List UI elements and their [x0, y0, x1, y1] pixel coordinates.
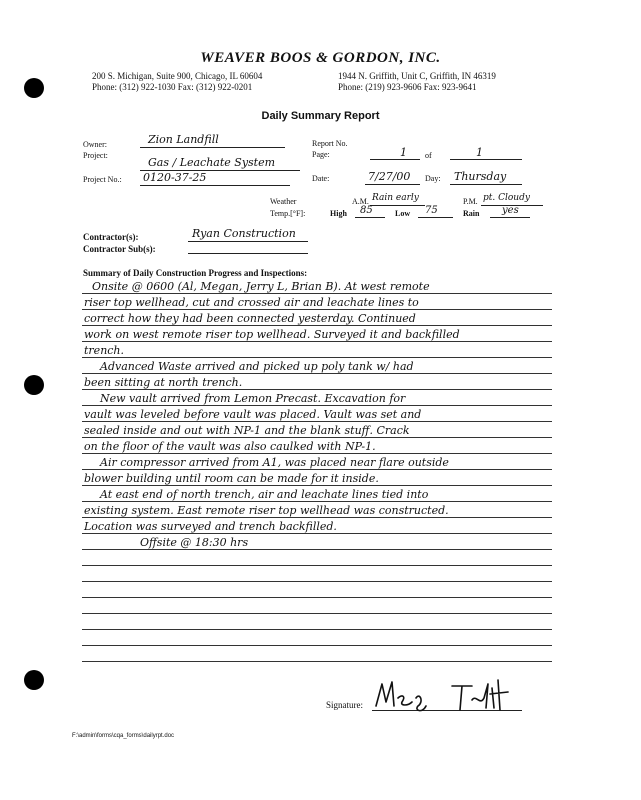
rain-value: yes: [502, 205, 519, 216]
page-label: Page:: [312, 150, 330, 159]
project-value: Gas / Leachate System: [148, 156, 276, 169]
report-no-label: Report No.: [312, 139, 348, 148]
company-name: WEAVER BOOS & GORDON, INC.: [200, 50, 441, 66]
phone-left: Phone: (312) 922-1030 Fax: (312) 922-0201: [92, 82, 253, 92]
summary-line: New vault arrived from Lemon Precast. Excavation for: [100, 392, 406, 405]
phone-right: Phone: (219) 923-9606 Fax: 923-9641: [338, 82, 477, 92]
summary-line: riser top wellhead, cut and crossed air and leachate lines to: [84, 296, 419, 309]
low-value: 75: [425, 205, 438, 216]
punch-hole-middle: [24, 375, 44, 395]
pm-value: pt. Cloudy: [483, 193, 530, 203]
project-no-value: 0120-37-25: [143, 171, 207, 184]
summary-line: Offsite @ 18:30 hrs: [140, 536, 249, 549]
handwritten-signature: [372, 676, 522, 716]
am-value: Rain early: [372, 193, 419, 203]
summary-line: vault was leveled before vault was placed. Vault was set and: [84, 408, 422, 421]
signature-label: Signature:: [326, 700, 363, 710]
page-value: 1: [400, 146, 407, 159]
date-value: 7/27/00: [368, 170, 411, 183]
address-right: 1944 N. Griffith, Unit C, Griffith, IN 46319: [338, 71, 496, 81]
summary-line: Advanced Waste arrived and picked up poly tank w/ had: [100, 360, 414, 373]
subcontractor-label: Contractor Sub(s):: [83, 244, 156, 254]
summary-line: work on west remote riser top wellhead. Surveyed it and backfilled: [84, 328, 460, 341]
am-label: A.M.: [352, 197, 369, 206]
of-value: 1: [476, 146, 483, 159]
summary-line: At east end of north trench, air and leachate lines tied into: [100, 488, 429, 501]
of-label: of: [425, 151, 432, 160]
pm-label: P.M.: [463, 197, 478, 206]
summary-heading: Summary of Daily Construction Progress and Inspections:: [83, 268, 308, 278]
punch-hole-bottom: [24, 670, 44, 690]
summary-line: Air compressor arrived from A1, was placed near flare outside: [100, 456, 449, 469]
high-value: 85: [360, 205, 373, 216]
weather-label: Weather: [270, 197, 297, 206]
rain-label: Rain: [463, 209, 480, 218]
address-left: 200 S. Michigan, Suite 900, Chicago, IL 60604: [92, 71, 263, 81]
punch-hole-top: [24, 78, 44, 98]
day-value: Thursday: [454, 170, 507, 183]
contractor-label: Contractor(s):: [83, 232, 139, 242]
day-label: Day:: [425, 174, 441, 183]
summary-line: on the floor of the vault was also caulked with NP-1.: [84, 440, 376, 453]
signature-mark: [372, 676, 522, 716]
date-label: Date:: [312, 174, 330, 183]
high-label: High: [330, 209, 347, 218]
summary-line: existing system. East remote riser top wellhead was constructed.: [84, 504, 449, 517]
summary-line: correct how they had been connected yesterday. Continued: [84, 312, 416, 325]
report-title: Daily Summary Report: [261, 110, 380, 122]
contractor-value: Ryan Construction: [192, 227, 296, 240]
project-label: Project:: [83, 151, 108, 160]
summary-line: trench.: [84, 344, 125, 357]
footer-path: F:\admin\forms\cqa_forms\dailyrpt.doc: [72, 733, 175, 739]
summary-line: sealed inside and out with NP-1 and the blank stuff. Crack: [84, 424, 410, 437]
summary-line: been sitting at north trench.: [84, 376, 243, 389]
owner-label: Owner:: [83, 140, 107, 149]
summary-line: Onsite @ 0600 (Al, Megan, Jerry L, Brian B). At west remote: [92, 280, 430, 293]
owner-value: Zion Landfill: [148, 133, 219, 146]
temp-label: Temp.[°F]:: [270, 209, 306, 218]
low-label: Low: [395, 209, 411, 218]
summary-line: blower building until room can be made for it inside.: [84, 472, 379, 485]
project-no-label: Project No.:: [83, 175, 122, 184]
summary-line: Location was surveyed and trench backfilled.: [84, 520, 337, 533]
